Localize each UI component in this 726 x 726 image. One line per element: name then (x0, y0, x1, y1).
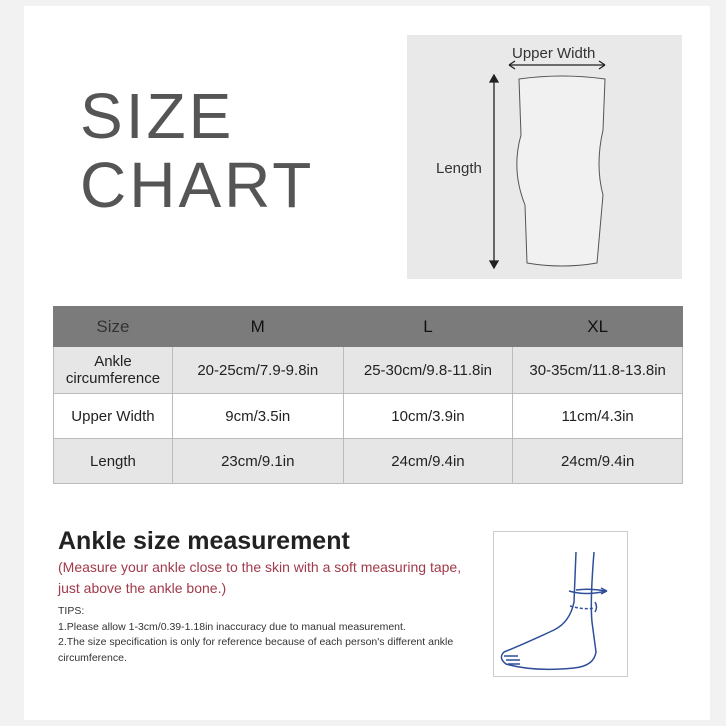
table-cell: 24cm/9.4in (343, 439, 513, 484)
foot-diagram (493, 531, 628, 677)
table-cell: 10cm/3.9in (343, 394, 513, 439)
row-label (54, 347, 173, 394)
table-cell: 23cm/9.1in (172, 439, 343, 484)
upper-width-label: Upper Width (512, 45, 596, 62)
length-label: Length (436, 160, 482, 177)
sleeve-outline-icon (407, 35, 682, 279)
size-table (53, 306, 683, 484)
table-row (54, 394, 683, 439)
table-row (54, 347, 683, 394)
table-cell: 9cm/3.5in (172, 394, 343, 439)
tips-label: TIPS: (58, 605, 85, 617)
table-row (54, 439, 683, 484)
table-cell: 24cm/9.4in (513, 439, 683, 484)
header-cell: XL (513, 307, 683, 347)
header-cell: M (172, 307, 343, 347)
row-label: Upper Width (54, 394, 173, 439)
measurement-heading: Ankle size measurement (58, 527, 350, 555)
table-cell: 20-25cm/7.9-9.8in (172, 347, 343, 394)
foot-measure-icon (494, 532, 629, 678)
row-label: Length (54, 439, 173, 484)
table-cell: 25-30cm/9.8-11.8in (343, 347, 513, 394)
measurement-note: (Measure your ankle close to the skin with a soft measuring tape, just above the ankle bone.) (58, 559, 462, 596)
header-cell: Size (54, 307, 173, 347)
sleeve-diagram (407, 35, 682, 279)
header-cell: L (343, 307, 513, 347)
tip-item: 1.Please allow 1-3cm/0.39-1.18in inaccuracy due to manual measurement. (58, 620, 406, 633)
tips (58, 604, 478, 666)
table-header-row (54, 307, 683, 347)
table-cell: 30-35cm/11.8-13.8in (513, 347, 683, 394)
tip-item: 2.The size specification is only for reference because of each person's different ankle circumference. (58, 636, 454, 664)
row-label-line: circumference (65, 370, 161, 387)
row-label-line: Ankle (94, 353, 132, 370)
table-cell: 11cm/4.3in (513, 394, 683, 439)
title-line2: CHART (80, 149, 315, 221)
title-line1: SIZE (80, 80, 235, 152)
